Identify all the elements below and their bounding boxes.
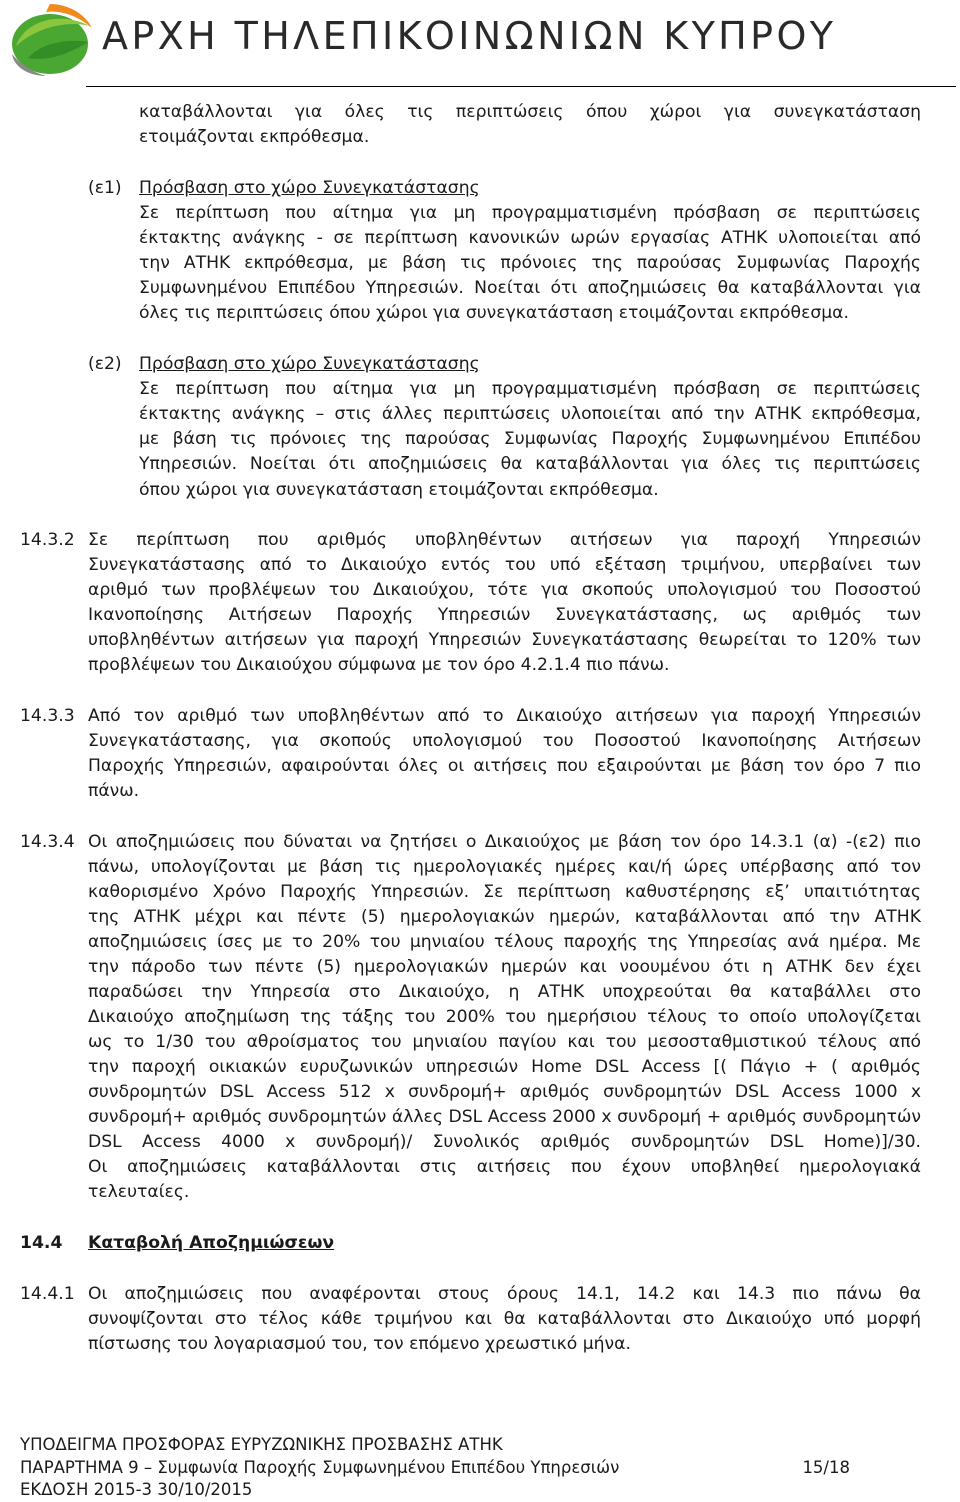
clause-14-3-2-line: Συνεγκατάστασης από το Δικαιούχο εντός του υπό εξέταση τριμήνου, υπερβαίνει των <box>88 555 921 575</box>
clause-14-3-4-line: ως το 1/30 του αθροίσματος του μηνιαίου παγίου και του μεσοσταθμιστικού τέλους από <box>88 1032 921 1052</box>
clause-14-3-4-line: Οι αποζημιώσεις που δύναται να ζητήσει ο Δικαιούχος με βάση τον όρο 14.3.1 (α) -(ε2) πιο <box>88 832 921 852</box>
footer-annex-title: ΠΑΡΑΡΤΗΜΑ 9 – Συμφωνία Παροχής Συμφωνημένου Επιπέδου Υπηρεσιών <box>20 1457 620 1477</box>
clause-14-3-2-line: υποβληθέντων αιτήσεων για παροχή Υπηρεσιών Συνεγκατάστασης θεωρείται το 120% των <box>88 630 921 650</box>
clause-14-3-4-line: καθορισμένο Χρόνο Παροχής Υπηρεσιών. Σε περίπτωση καθυστέρησης εξ’ υπαιτιότητας <box>88 882 921 902</box>
clause-e1-line: έκτακτης ανάγκης - σε περίπτωση κανονικών ωρών εργασίας ΑΤΗΚ υλοποιείται από <box>139 228 921 248</box>
section-number-14-4: 14.4 <box>20 1233 63 1253</box>
clause-title-e2: Πρόσβαση στο χώρο Συνεγκατάστασης <box>139 354 480 374</box>
clause-14-3-3-line: Παροχής Υπηρεσιών, αφαιρούνται όλες οι αιτήσεις που εξαιρούνται με βάση τον όρο 7 πιο <box>88 756 921 776</box>
clause-14-3-4-line: Δικαιούχο αποζημίωση της τάξης του 200% του ημερήσιου τέλους το οποίο υπολογίζεται <box>88 1007 921 1027</box>
clause-number-14-3-4: 14.3.4 <box>20 832 75 852</box>
clause-e1-line: Σε περίπτωση που αίτημα για μη προγραμματισμένη πρόσβαση σε περιπτώσεις <box>139 203 921 223</box>
clause-e1-line: την ΑΤΗΚ εκπρόθεσμα, με βάση τις πρόνοιες της παρούσας Συμφωνίας Παροχής <box>139 253 921 273</box>
clause-14-3-4-line: Οι αποζημιώσεις καταβάλλονται στις αιτήσεις που έχουν υποβληθεί ημερολογιακά <box>88 1157 921 1177</box>
clause-title-e1: Πρόσβαση στο χώρο Συνεγκατάστασης <box>139 178 480 198</box>
clause-label-e1: (ε1) <box>88 178 122 198</box>
clause-number-14-4-1: 14.4.1 <box>20 1284 75 1304</box>
clause-number-14-3-3: 14.3.3 <box>20 706 75 726</box>
page-footer <box>20 1434 850 1502</box>
clause-14-3-4-line: DSL Access 4000 x συνδρομή)/ Συνολικός αριθμός συνδρομητών DSL Home)]/30. <box>88 1132 921 1152</box>
organization-name: ΑΡΧΗ ΤΗΛΕΠΙΚΟΙΝΩΝΙΩΝ ΚΥΠΡΟΥ <box>102 14 837 58</box>
clause-14-3-4-line: συνδρομή+ αριθμός συνδρομητών άλλες DSL Access 2000 x συνδρομή + αριθμός συνδρομητών <box>88 1107 921 1127</box>
clause-14-3-4-line: συνδρομητών DSL Access 512 x συνδρομή+ αριθμός συνδρομητών DSL Access 1000 x <box>88 1082 921 1102</box>
cta-logo-icon <box>6 2 94 78</box>
clause-14-3-4-line: πάνω, υπολογίζονται με βάση τις ημερολογιακές ημέρες και/ή ώρες υπέρβασης από τον <box>88 857 921 877</box>
clause-14-3-4-line: της ΑΤΗΚ μέχρι και πέντε (5) ημερολογιακών ημερών, καταβάλλονται από την ΑΤΗΚ <box>88 907 921 927</box>
clause-14-3-2-line: αριθμό των προβλέψεων του Δικαιούχου, τότε για σκοπούς υπολογισμού του Ποσοστού <box>88 580 921 600</box>
footer-document-title: ΥΠΟΔΕΙΓΜΑ ΠΡΟΣΦΟΡΑΣ ΕΥΡΥΖΩΝΙΚΗΣ ΠΡΟΣΒΑΣΗΣ ΑΤΗΚ <box>20 1435 503 1454</box>
clause-e2-line: όπου χώροι για συνεγκατάσταση ετοιμάζονται εκπρόθεσμα. <box>139 480 659 500</box>
clause-e2-line: Υπηρεσιών. Νοείται ότι αποζημιώσεις θα καταβάλλονται για όλες τις περιπτώσεις <box>139 454 921 474</box>
clause-label-e2: (ε2) <box>88 354 122 374</box>
clause-14-4-1-line: Οι αποζημιώσεις που αναφέρονται στους όρους 14.1, 14.2 και 14.3 πιο πάνω θα <box>88 1284 921 1304</box>
clause-e2-line: Σε περίπτωση που αίτημα για μη προγραμματισμένη πρόσβαση σε περιπτώσεις <box>139 379 921 399</box>
section-title-14-4: Καταβολή Αποζημιώσεων <box>88 1233 335 1253</box>
clause-e2-line: έκτακτης ανάγκης – στις άλλες περιπτώσεις υλοποιείται από την ΑΤΗΚ εκπρόθεσμα, <box>139 404 921 424</box>
clause-14-3-4-line: αποζημιώσεις ίσες με το 20% του μηνιαίου τέλους παροχής της Υπηρεσίας ανά ημέρα. Με <box>88 932 921 952</box>
clause-14-3-2-line: Ικανοποίησης Αιτήσεων Παροχής Υπηρεσιών Συνεγκατάστασης, ως αριθμός των <box>88 605 921 625</box>
clause-14-3-3-line: Συνεγκατάστασης, για σκοπούς υπολογισμού του Ποσοστού Ικανοποίησης Αιτήσεων <box>88 731 921 751</box>
clause-e1-line: όλες τις περιπτώσεις όπου χώροι για συνεγκατάσταση ετοιμάζονται εκπρόθεσμα. <box>139 303 849 323</box>
clause-14-3-4-line: την πάροδο των πέντε (5) ημερολογιακών ημερών και νοουμένου ότι η ΑΤΗΚ δεν έχει <box>88 957 921 977</box>
clause-14-3-2-line: Σε περίπτωση που αριθμός υποβληθέντων αιτήσεων για παροχή Υπηρεσιών <box>88 530 921 550</box>
clause-e1-line: Συμφωνημένου Επιπέδου Υπηρεσιών. Νοείται ότι αποζημιώσεις θα καταβάλλονται για <box>139 278 921 298</box>
continuation-text-end: ετοιμάζονται εκπρόθεσμα. <box>139 127 370 147</box>
clause-14-3-4-line: την παροχή οικιακών ευρυζωνικών υπηρεσιών Home DSL Access [( Πάγιο + ( αριθμός <box>88 1057 921 1077</box>
clause-14-3-3-line: πάνω. <box>88 781 140 801</box>
footer-edition: ΕΚΔΟΣΗ 2015-3 30/10/2015 <box>20 1480 253 1499</box>
clause-14-3-2-line: προβλέψεων του Δικαιούχου σύμφωνα με τον όρο 4.2.1.4 πιο πάνω. <box>88 655 670 675</box>
header-divider <box>86 86 956 87</box>
continuation-text: καταβάλλονται για όλες τις περιπτώσεις όπου χώροι για συνεγκατάσταση <box>139 102 921 122</box>
clause-e2-line: με βάση τις πρόνοιες της παρούσας Συμφωνίας Παροχής Συμφωνημένου Επιπέδου <box>139 429 921 449</box>
clause-14-3-4-line: παραδώσει την Υπηρεσία στο Δικαιούχο, η ΑΤΗΚ υποχρεούται θα καταβάλλει στο <box>88 982 921 1002</box>
clause-14-4-1-line: πίστωσης του λογαριασμού του, τον επόμενο χρεωστικό μήνα. <box>88 1334 631 1354</box>
clause-14-3-4-line: τελευταίες. <box>88 1182 190 1202</box>
clause-14-4-1-line: συνοψίζονται στο τέλος κάθε τριμήνου και θα καταβάλλονται στο Δικαιούχο υπό μορφή <box>88 1309 921 1329</box>
page-header <box>0 0 960 86</box>
clause-14-3-3-line: Από τον αριθμό των υποβληθέντων από το Δικαιούχο αιτήσεων για παροχή Υπηρεσιών <box>88 706 921 726</box>
clause-number-14-3-2: 14.3.2 <box>20 530 75 550</box>
page-number: 15/18 <box>802 1457 850 1477</box>
